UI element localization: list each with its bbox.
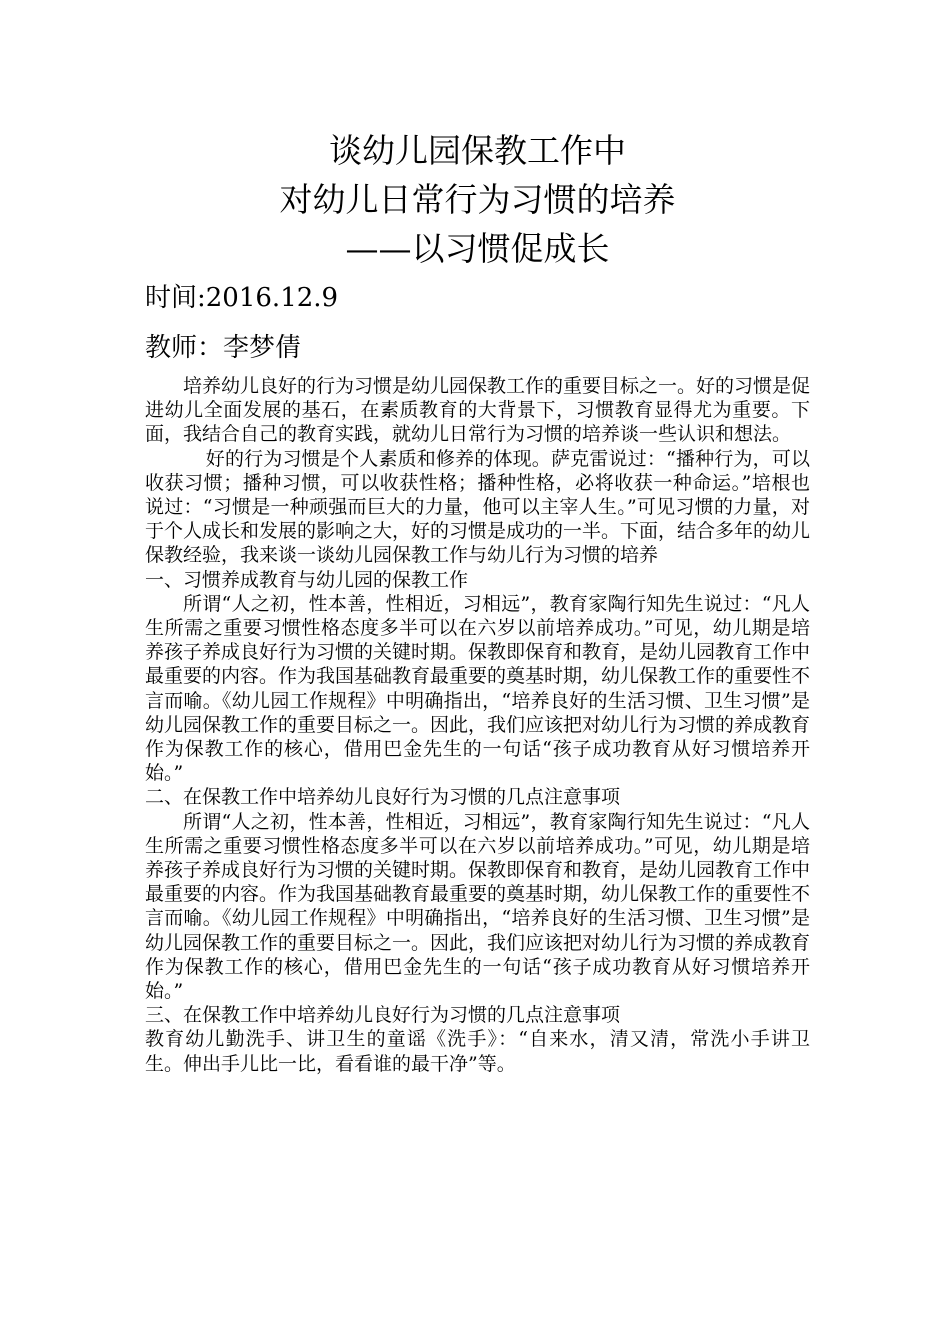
document-page [145,126,810,1076]
document-title-line-1: 谈幼儿园保教工作中 [329,131,626,170]
intro-paragraph: 培养幼儿良好的行为习惯是幼儿园保教工作的重要目标之一。好的习惯是促进幼儿全面发展的基石，在素质教育的大背景下，习惯教育显得尤为重要。下面，我结合自己的教育实践，就幼儿日常行为习惯的培养谈一些认识和想法。 [145,375,811,446]
section-1-paragraph: 所谓“人之初，性本善，性相近，习相远”，教育家陶行知先生说过：“凡人生所需之重要习惯性格态度多半可以在六岁以前培养成功。”可见，幼儿期是培养孩子养成良好行为习惯的关键时期。保教即保育和教育，是幼儿园教育工作中最重要的内容。作为我国基础教育最重要的奠基时期，幼儿保教工作的重要性不言而喻。《幼儿园工作规程》中明确指出，“培养良好的生活习惯、卫生习惯”是幼儿园保教工作的重要目标之一。因此，我们应该把对幼儿行为习惯的养成教育作为保教工作的核心，借用巴金先生的一句话“孩子成功教育从好习惯培养开始。” [145,592,811,785]
section-heading-1: 一、习惯养成教育与幼儿园的保教工作 [145,568,469,591]
document-body [145,374,810,1076]
section-3-paragraph: 教育幼儿勤洗手、讲卫生的童谣《洗手》：“自来水，清又清，常洗小手讲卫生。伸出手儿比一比，看看谁的最干净”等。 [145,1028,810,1075]
document-date: 时间:2016.12.9 [145,283,339,313]
document-subtitle: ——以习惯促成长 [345,229,610,268]
section-heading-2: 二、在保教工作中培养幼儿良好行为习惯的几点注意事项 [145,786,621,809]
section-heading-3: 三、在保教工作中培养幼儿良好行为习惯的几点注意事项 [145,1004,621,1027]
document-teacher: 教师：李梦倩 [145,333,302,363]
section-2-paragraph: 所谓“人之初，性本善，性相近，习相远”，教育家陶行知先生说过：“凡人生所需之重要习惯性格态度多半可以在六岁以前培养成功。”可见，幼儿期是培养孩子养成良好行为习惯的关键时期。保教即保育和教育，是幼儿园教育工作中最重要的内容。作为我国基础教育最重要的奠基时期，幼儿保教工作的重要性不言而喻。《幼儿园工作规程》中明确指出，“培养良好的生活习惯、卫生习惯”是幼儿园保教工作的重要目标之一。因此，我们应该把对幼儿行为习惯的养成教育作为保教工作的核心，借用巴金先生的一句话“孩子成功教育从好习惯培养开始。” [145,810,811,1003]
habit-quote-paragraph: 好的行为习惯是个人素质和修养的体现。萨克雷说过：“播种行为，可以收获习惯；播种习惯，可以收获性格；播种性格，必将收获一种命运。”培根也说过：“习惯是一种顽强而巨大的力量，他可以主宰人生。”可见习惯的力量，对于个人成长和发展的影响之大，好的习惯是成功的一半。下面，结合多年的幼儿保教经验，我来谈一谈幼儿园保教工作与幼儿行为习惯的培养 [145,447,811,567]
document-title-line-2: 对幼儿日常行为习惯的培养 [279,180,676,219]
